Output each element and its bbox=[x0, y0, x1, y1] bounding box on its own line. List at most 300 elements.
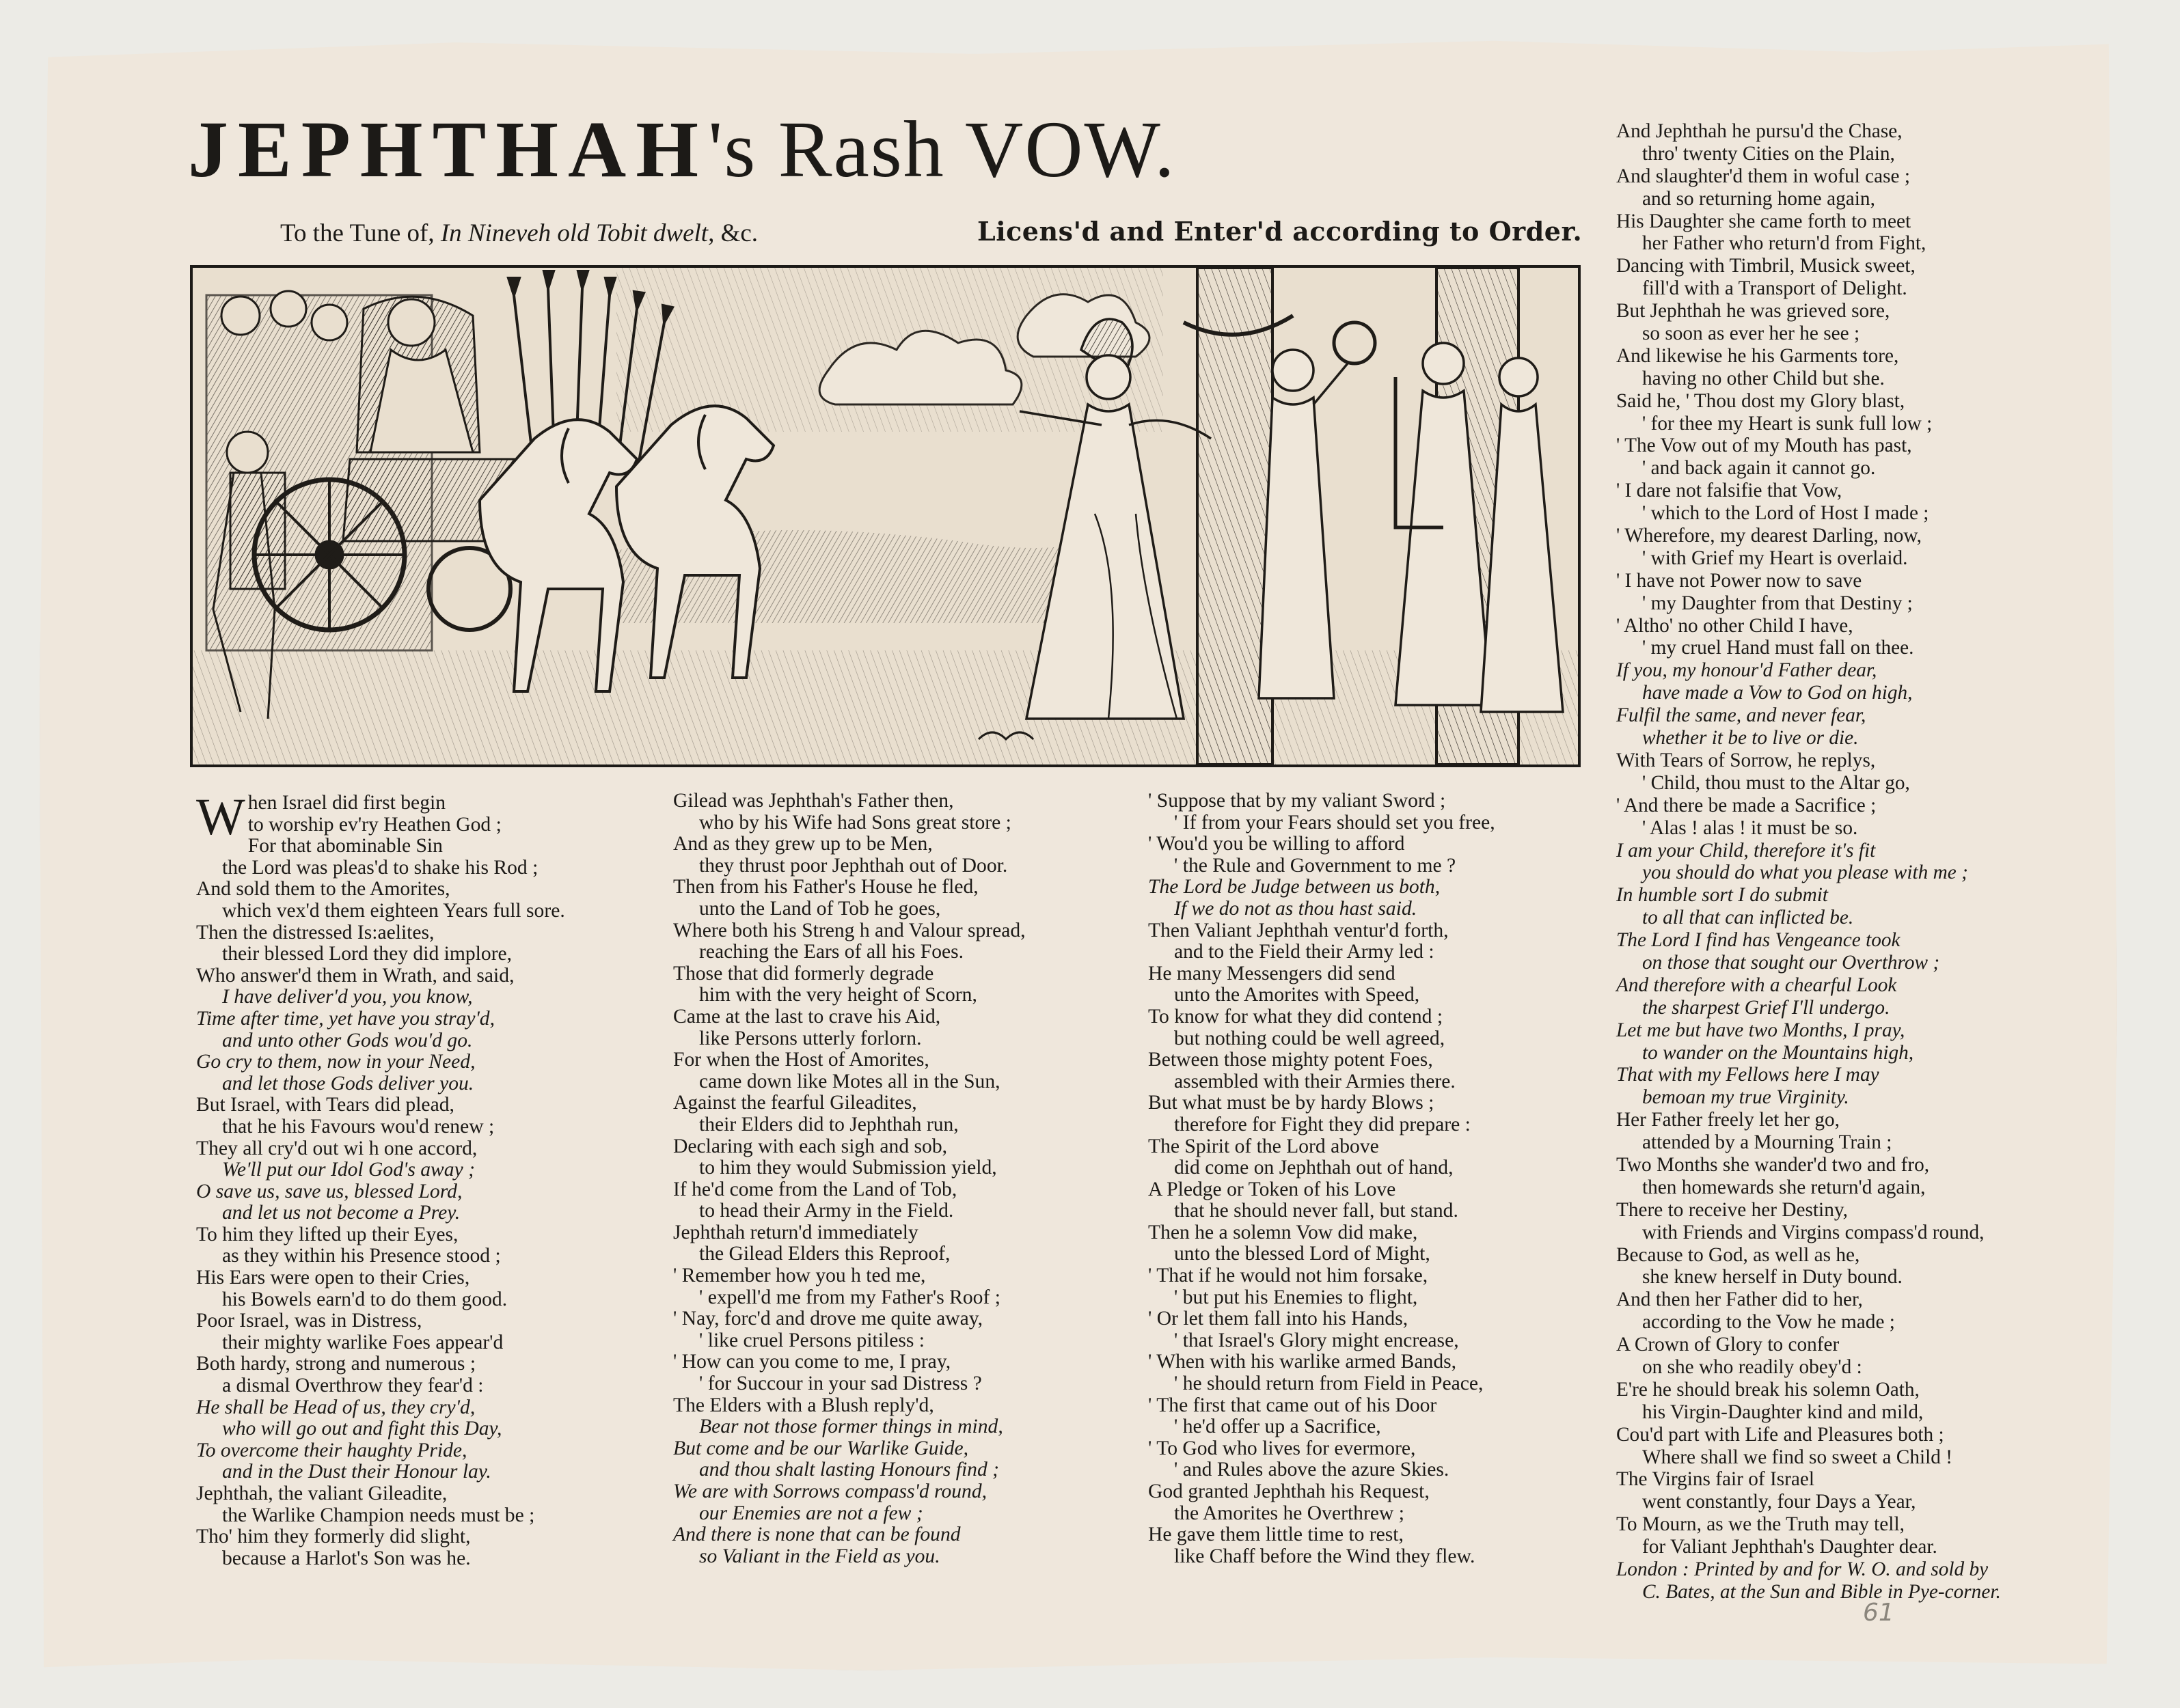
verse-text: We are with Sorrows compass'd round, bbox=[673, 1480, 987, 1502]
verse-text: ' The Vow out of my Mouth has past, bbox=[1616, 435, 1912, 457]
verse-line bbox=[196, 1138, 565, 1160]
verse-line bbox=[673, 1136, 1026, 1158]
verse-text: God granted Jephthah his Request, bbox=[1148, 1480, 1430, 1502]
verse-line bbox=[1616, 255, 2001, 277]
verse-text: ' that Israel's Glory might encrease, bbox=[1174, 1329, 1459, 1351]
verse-line bbox=[1616, 502, 2001, 525]
verse-text: their Elders did to Jephthah run, bbox=[699, 1113, 959, 1135]
verse-line bbox=[673, 1200, 1026, 1222]
verse-text: our Enemies are not a few ; bbox=[699, 1502, 923, 1524]
verse-line bbox=[1148, 984, 1495, 1006]
verse-text: him with the very height of Scorn, bbox=[699, 984, 977, 1006]
verse-text: I have deliver'd you, you know, bbox=[222, 986, 473, 1008]
verse-text: Gilead was Jephthah's Father then, bbox=[673, 790, 954, 812]
verse-text: ' Nay, forc'd and drove me quite away, bbox=[673, 1308, 983, 1330]
verse-text: unto the Amorites with Speed, bbox=[1174, 984, 1420, 1006]
verse-text: The Lord be Judge between us both, bbox=[1148, 876, 1441, 898]
verse-text: And as they grew up to be Men, bbox=[673, 833, 933, 855]
verse-text: A Crown of Glory to confer bbox=[1616, 1334, 1840, 1356]
verse-line bbox=[1616, 1401, 2001, 1424]
verse-line bbox=[1148, 1028, 1495, 1050]
verse-line bbox=[1616, 592, 2001, 615]
verse-text: and thou shalt lasting Honours find ; bbox=[699, 1459, 1000, 1481]
verse-text: Where both his Streng h and Valour spread, bbox=[673, 919, 1026, 941]
verse-text: and let those Gods deliver you. bbox=[222, 1072, 474, 1094]
verse-text: If we do not as thou hast said. bbox=[1174, 897, 1417, 920]
verse-text: I am your Child, therefore it's fit bbox=[1616, 839, 1876, 862]
verse-text: according to the Vow he made ; bbox=[1642, 1311, 1895, 1334]
verse-text: ' Child, thou must to the Altar go, bbox=[1642, 771, 1910, 794]
verse-text: so soon as ever her he see ; bbox=[1642, 322, 1860, 345]
verse-line bbox=[1616, 480, 2001, 502]
verse-line bbox=[1616, 1424, 2001, 1446]
verse-line bbox=[1616, 1042, 2001, 1064]
verse-line bbox=[1148, 1049, 1495, 1071]
verse-line bbox=[1616, 997, 2001, 1019]
verse-text: Jephthah return'd immediately bbox=[673, 1221, 918, 1243]
verse-text: ' Wou'd you be willing to afford bbox=[1148, 833, 1405, 855]
verse-text: like Persons utterly forlorn. bbox=[699, 1027, 922, 1049]
verse-line bbox=[1148, 920, 1495, 942]
verse-text: ' which to the Lord of Host I made ; bbox=[1642, 502, 1929, 525]
verse-text: ' my cruel Hand must fall on thee. bbox=[1642, 637, 1914, 659]
verse-line bbox=[196, 1030, 565, 1052]
verse-line bbox=[1148, 963, 1495, 985]
verse-column-1 bbox=[196, 788, 565, 1569]
verse-column-4 bbox=[1616, 120, 2001, 1603]
verse-text: to wander on the Mountains high, bbox=[1642, 1041, 1914, 1064]
verse-line bbox=[673, 963, 1026, 985]
verse-text: Cou'd part with Life and Pleasures both ; bbox=[1616, 1423, 1944, 1446]
verse-text: If you, my honour'd Father dear, bbox=[1616, 659, 1877, 682]
verse-text: to head their Army in the Field. bbox=[699, 1200, 954, 1222]
verse-text: on she who readily obey'd : bbox=[1642, 1355, 1862, 1378]
tune-line bbox=[280, 219, 758, 248]
verse-line bbox=[673, 1308, 1026, 1330]
verse-line bbox=[196, 1245, 565, 1267]
verse-text: Where shall we find so sweet a Child ! bbox=[1642, 1446, 1952, 1468]
verse-line bbox=[1148, 1481, 1495, 1503]
verse-line bbox=[196, 1051, 565, 1073]
verse-text: fill'd with a Transport of Delight. bbox=[1642, 277, 1907, 300]
verse-text: Both hardy, strong and numerous ; bbox=[196, 1353, 476, 1375]
verse-line bbox=[1616, 1446, 2001, 1469]
verse-line bbox=[673, 1351, 1026, 1373]
verse-text: their blessed Lord they did implore, bbox=[222, 943, 513, 965]
verse-text: To know for what they did contend ; bbox=[1148, 1005, 1443, 1028]
verse-text: and in the Dust their Honour lay. bbox=[222, 1461, 491, 1483]
verse-line bbox=[196, 900, 565, 922]
verse-line bbox=[673, 1287, 1026, 1309]
verse-text: they thrust poor Jephthah out of Door. bbox=[699, 854, 1008, 877]
verse-text: which vex'd them eighteen Years full sore. bbox=[222, 899, 565, 922]
verse-text: whether it be to live or die. bbox=[1642, 727, 1859, 749]
verse-text: The Virgins fair of Israel bbox=[1616, 1468, 1815, 1491]
verse-line bbox=[673, 1503, 1026, 1525]
verse-text: They all cry'd out wi h one accord, bbox=[196, 1137, 478, 1159]
verse-text: To him they lifted up their Eyes, bbox=[196, 1223, 459, 1245]
imprint-line: London : Printed by and for W. O. and sold by bbox=[1616, 1558, 1989, 1580]
verse-text: To Mourn, as we the Truth may tell, bbox=[1616, 1513, 1905, 1536]
verse-text: Poor Israel, was in Distress, bbox=[196, 1310, 422, 1332]
verse-text: Who answer'd them in Wrath, and said, bbox=[196, 964, 515, 987]
verse-line bbox=[1616, 210, 2001, 233]
verse-line bbox=[196, 1332, 565, 1354]
verse-text: Tho' him they formerly did slight, bbox=[196, 1526, 471, 1548]
verse-text: she knew herself in Duty bound. bbox=[1642, 1266, 1903, 1289]
verse-line bbox=[1148, 941, 1495, 963]
woodcut-scene-icon bbox=[193, 268, 1578, 765]
pencil-note: 61 bbox=[1863, 1599, 1894, 1627]
verse-text: His Ears were open to their Cries, bbox=[196, 1267, 470, 1289]
verse-line bbox=[1148, 1071, 1495, 1093]
verse-text: and let us not become a Prey. bbox=[222, 1202, 461, 1224]
imprint-line: C. Bates, at the Sun and Bible in Pye-corner. bbox=[1642, 1580, 2001, 1603]
verse-line bbox=[1148, 1503, 1495, 1525]
verse-text: then homewards she return'd again, bbox=[1642, 1176, 1926, 1198]
verse-line bbox=[1616, 749, 2001, 772]
verse-line bbox=[673, 984, 1026, 1006]
verse-text: And Jephthah he pursu'd the Chase, bbox=[1616, 120, 1903, 142]
verse-line bbox=[196, 1505, 565, 1527]
verse-text: That with my Fellows here I may bbox=[1616, 1064, 1879, 1086]
verse-text: In humble sort I do submit bbox=[1616, 884, 1829, 907]
verse-text: And likewise he his Garments tore, bbox=[1616, 344, 1899, 367]
verse-text: A Pledge or Token of his Love bbox=[1148, 1178, 1396, 1200]
verse-line bbox=[196, 814, 565, 836]
verse-line bbox=[1616, 795, 2001, 817]
verse-text: Then from his Father's House he fled, bbox=[673, 876, 979, 898]
verse-line bbox=[1616, 368, 2001, 390]
verse-text: But what must be by hardy Blows ; bbox=[1148, 1092, 1434, 1114]
verse-text: and unto other Gods wou'd go. bbox=[222, 1029, 473, 1051]
verse-text: We'll put our Idol God's away ; bbox=[222, 1159, 475, 1181]
verse-line bbox=[1148, 1438, 1495, 1460]
verse-text: Declaring with each sigh and sob, bbox=[673, 1135, 948, 1157]
verse-line bbox=[673, 1524, 1026, 1546]
verse-text: Came at the last to crave his Aid, bbox=[673, 1005, 941, 1028]
verse-text: E're he should break his solemn Oath, bbox=[1616, 1378, 1920, 1401]
verse-text: Dancing with Timbril, Musick sweet, bbox=[1616, 255, 1916, 277]
verse-line bbox=[196, 879, 565, 900]
verse-text: you should do what you please with me ; bbox=[1642, 862, 1968, 884]
verse-text: ' Or let them fall into his Hands, bbox=[1148, 1308, 1408, 1330]
verse-text: ' How can you come to me, I pray, bbox=[673, 1351, 951, 1373]
verse-column-2 bbox=[673, 790, 1026, 1567]
verse-line bbox=[196, 1289, 565, 1311]
verse-line bbox=[1148, 855, 1495, 877]
verse-line bbox=[196, 922, 565, 944]
verse-text: Fulfil the same, and never fear, bbox=[1616, 704, 1866, 727]
verse-line bbox=[1148, 1006, 1495, 1028]
verse-line bbox=[196, 1094, 565, 1116]
verse-text: Bear not those former things in mind, bbox=[699, 1416, 1003, 1438]
verse-text: and so returning home again, bbox=[1642, 187, 1875, 210]
verse-line bbox=[1616, 1154, 2001, 1176]
verse-text: ' The first that came out of his Door bbox=[1148, 1394, 1437, 1416]
verse-line bbox=[1616, 907, 2001, 929]
title-main: JEPHTHAH bbox=[188, 105, 709, 194]
verse-text: But come and be our Warlike Guide, bbox=[673, 1437, 969, 1459]
verse-text: hen Israel did first begin bbox=[247, 792, 446, 814]
verse-line bbox=[196, 1181, 565, 1203]
verse-line bbox=[1616, 1536, 2001, 1558]
verse-line bbox=[1616, 345, 2001, 368]
verse-line bbox=[1616, 1244, 2001, 1267]
verse-line bbox=[1148, 1524, 1495, 1546]
verse-line bbox=[1148, 1287, 1495, 1309]
verse-text: Go cry to them, now in your Need, bbox=[196, 1051, 476, 1073]
verse-line bbox=[1616, 1176, 2001, 1199]
verse-text: ' expell'd me from my Father's Roof ; bbox=[699, 1286, 1000, 1308]
verse-text: did come on Jephthah out of hand, bbox=[1174, 1157, 1454, 1179]
verse-text: the sharpest Grief I'll undergo. bbox=[1642, 996, 1890, 1019]
verse-line bbox=[1148, 898, 1495, 920]
verse-text: ' Wherefore, my dearest Darling, now, bbox=[1616, 525, 1922, 547]
verse-line bbox=[1148, 1222, 1495, 1244]
verse-line bbox=[673, 790, 1026, 812]
verse-line bbox=[1148, 1351, 1495, 1373]
verse-line bbox=[196, 1375, 565, 1397]
verse-line bbox=[196, 1353, 565, 1375]
verse-line bbox=[1616, 1019, 2001, 1042]
verse-text: who by his Wife had Sons great store ; bbox=[699, 811, 1011, 834]
verse-line bbox=[1616, 188, 2001, 210]
verse-line bbox=[1616, 1513, 2001, 1536]
verse-text: ' Altho' no other Child I have, bbox=[1616, 614, 1853, 637]
verse-text: as they within his Presence stood ; bbox=[222, 1245, 501, 1267]
verse-line bbox=[1616, 862, 2001, 884]
verse-line bbox=[196, 1397, 565, 1419]
verse-text: Said he, ' Thou dost my Glory blast, bbox=[1616, 389, 1905, 412]
verse-line bbox=[1148, 1200, 1495, 1222]
verse-text: The Lord I find has Vengeance took bbox=[1616, 929, 1900, 952]
verse-text: and to the Field their Army led : bbox=[1174, 941, 1434, 963]
verse-column-3 bbox=[1148, 790, 1495, 1567]
verse-text: ' like cruel Persons pitiless : bbox=[699, 1329, 925, 1351]
verse-line bbox=[1148, 812, 1495, 834]
verse-text: He many Messengers did send bbox=[1148, 962, 1395, 984]
verse-line bbox=[1616, 232, 2001, 255]
verse-line bbox=[673, 1179, 1026, 1201]
verse-line bbox=[1148, 1373, 1495, 1395]
verse-line bbox=[196, 1461, 565, 1483]
verse-line bbox=[1616, 1311, 2001, 1334]
verse-line bbox=[1616, 817, 2001, 840]
verse-line bbox=[673, 834, 1026, 855]
verse-line bbox=[1616, 929, 2001, 952]
verse-text: He shall be Head of us, they cry'd, bbox=[196, 1396, 476, 1418]
tune-name: In Nineveh old Tobit dwelt, bbox=[440, 219, 715, 247]
verse-line bbox=[1148, 1136, 1495, 1158]
verse-line bbox=[1148, 1416, 1495, 1438]
verse-text: ' And there be made a Sacrifice ; bbox=[1616, 794, 1877, 816]
verse-line bbox=[673, 1481, 1026, 1503]
verse-line bbox=[1616, 1199, 2001, 1222]
verse-line bbox=[1616, 1379, 2001, 1401]
verse-line bbox=[1616, 1356, 2001, 1379]
verse-line bbox=[1148, 834, 1495, 855]
verse-text: For when the Host of Amorites, bbox=[673, 1049, 929, 1071]
verse-text: And therefore with a chearful Look bbox=[1616, 974, 1897, 996]
verse-text: The Spirit of the Lord above bbox=[1148, 1135, 1379, 1157]
verse-text: ' my Daughter from that Destiny ; bbox=[1642, 592, 1913, 614]
verse-line bbox=[196, 1418, 565, 1440]
verse-text: ' the Rule and Government to me ? bbox=[1174, 854, 1456, 877]
verse-line bbox=[1616, 390, 2001, 413]
verse-text: Two Months she wander'd two and fro, bbox=[1616, 1153, 1930, 1176]
verse-text: Time after time, yet have you stray'd, bbox=[196, 1007, 495, 1030]
verse-line bbox=[1616, 143, 2001, 165]
verse-line bbox=[196, 943, 565, 965]
verse-text: therefore for Fight they did prepare : bbox=[1174, 1113, 1471, 1135]
verse-text: With Tears of Sorrow, he replys, bbox=[1616, 749, 1876, 771]
verse-line bbox=[673, 1265, 1026, 1287]
verse-line bbox=[1148, 1179, 1495, 1201]
verse-text: And sold them to the Amorites, bbox=[196, 878, 450, 900]
verse-text: ' he should return from Field in Peace, bbox=[1174, 1373, 1484, 1395]
verse-text: the Lord was pleas'd to shake his Rod ; bbox=[222, 856, 539, 879]
verse-text: their mighty warlike Foes appear'd bbox=[222, 1331, 504, 1353]
verse-line bbox=[673, 855, 1026, 877]
verse-line bbox=[1148, 1330, 1495, 1352]
tune-prefix: To the Tune of, bbox=[280, 219, 435, 247]
verse-line bbox=[196, 1310, 565, 1332]
verse-line bbox=[673, 1395, 1026, 1417]
verse-line bbox=[1616, 413, 2001, 435]
verse-text: ' Alas ! alas ! it must be so. bbox=[1642, 816, 1858, 839]
verse-line bbox=[196, 965, 565, 987]
verse-line bbox=[1616, 682, 2001, 704]
verse-line bbox=[196, 1267, 565, 1289]
verse-line bbox=[196, 1548, 565, 1570]
verse-line bbox=[1616, 165, 2001, 188]
verse-text: And slaughter'd them in woful case ; bbox=[1616, 165, 1910, 187]
verse-text: And there is none that can be found bbox=[673, 1524, 961, 1546]
verse-line bbox=[1616, 659, 2001, 682]
verse-text: ' and Rules above the azure Skies. bbox=[1174, 1459, 1449, 1481]
verse-text: on those that sought our Overthrow ; bbox=[1642, 951, 1940, 974]
verse-line bbox=[673, 1006, 1026, 1028]
verse-text: Her Father freely let her go, bbox=[1616, 1109, 1840, 1131]
verse-text: Between those mighty potent Foes, bbox=[1148, 1049, 1433, 1071]
verse-text: ' When with his warlike armed Bands, bbox=[1148, 1351, 1457, 1373]
verse-text: Let me but have two Months, I pray, bbox=[1616, 1019, 1905, 1041]
verse-line bbox=[196, 857, 565, 879]
verse-text: his Bowels earn'd to do them good. bbox=[222, 1288, 508, 1310]
verse-text: His Daughter she came forth to meet bbox=[1616, 210, 1911, 232]
verse-text: But Jephthah he was grieved sore, bbox=[1616, 300, 1890, 322]
verse-line bbox=[673, 1222, 1026, 1244]
verse-text: ' but put his Enemies to flight, bbox=[1174, 1286, 1418, 1308]
verse-text: Then the distressed Is:aelites, bbox=[196, 921, 435, 943]
verse-line bbox=[1616, 1266, 2001, 1289]
verse-text: for Valiant Jephthah's Daughter dear. bbox=[1642, 1536, 1937, 1558]
verse-line bbox=[673, 877, 1026, 898]
verse-text: that he should never fall, but stand. bbox=[1174, 1200, 1458, 1222]
verse-text: thro' twenty Cities on the Plain, bbox=[1642, 142, 1895, 165]
verse-line bbox=[1616, 615, 2001, 637]
verse-line bbox=[1148, 1092, 1495, 1114]
verse-text: the Amorites he Overthrew ; bbox=[1174, 1502, 1404, 1524]
verse-line bbox=[1616, 1468, 2001, 1491]
verse-text: because a Harlot's Son was he. bbox=[222, 1547, 471, 1569]
verse-text: He gave them little time to rest, bbox=[1148, 1524, 1404, 1546]
verse-text: Against the fearful Gileadites, bbox=[673, 1092, 917, 1114]
verse-text: ' Remember how you h ted me, bbox=[673, 1265, 926, 1287]
verse-line bbox=[196, 1224, 565, 1246]
verse-text: If he'd come from the Land of Tob, bbox=[673, 1178, 957, 1200]
verse-text: ' Suppose that by my valiant Sword ; bbox=[1148, 790, 1446, 812]
verse-line bbox=[673, 1071, 1026, 1093]
verse-text: Because to God, as well as he, bbox=[1616, 1243, 1860, 1266]
verse-line bbox=[673, 1049, 1026, 1071]
verse-text: like Chaff before the Wind they flew. bbox=[1174, 1545, 1475, 1567]
verse-line bbox=[196, 1073, 565, 1095]
verse-line bbox=[1148, 1157, 1495, 1179]
verse-line bbox=[673, 1373, 1026, 1395]
verse-text: unto the Land of Tob he goes, bbox=[699, 897, 941, 920]
verse-text: to all that can inflicted be. bbox=[1642, 907, 1854, 929]
drop-cap: W bbox=[196, 788, 245, 846]
verse-line bbox=[1148, 1395, 1495, 1417]
verse-text: ' and back again it cannot go. bbox=[1642, 457, 1876, 480]
verse-line bbox=[1616, 1109, 2001, 1131]
verse-line bbox=[1616, 300, 2001, 322]
verse-text: a dismal Overthrow they fear'd : bbox=[222, 1375, 484, 1397]
verse-text: to worship ev'ry Heathen God ; bbox=[247, 813, 502, 836]
verse-line bbox=[1616, 727, 2001, 749]
verse-line bbox=[673, 812, 1026, 834]
verse-line bbox=[1148, 1546, 1495, 1568]
verse-line bbox=[1616, 974, 2001, 997]
title-rest: 's Rash VOW. bbox=[708, 105, 1176, 194]
verse-line bbox=[1148, 1114, 1495, 1136]
verse-text: For that abominable Sin bbox=[247, 835, 443, 857]
verse-line bbox=[673, 1330, 1026, 1352]
verse-line bbox=[673, 1028, 1026, 1050]
verse-text: ' for thee my Heart is sunk full low ; bbox=[1642, 412, 1933, 435]
verse-text: reaching the Ears of all his Foes. bbox=[699, 941, 964, 963]
verse-line bbox=[1616, 457, 2001, 480]
verse-line bbox=[673, 898, 1026, 920]
verse-line bbox=[196, 1483, 565, 1505]
verse-line bbox=[1616, 840, 2001, 862]
verse-text: Then he a solemn Vow did make, bbox=[1148, 1221, 1418, 1243]
verse-line bbox=[1616, 1222, 2001, 1244]
verse-line bbox=[673, 1416, 1026, 1438]
verse-text: To overcome their haughty Pride, bbox=[196, 1439, 467, 1461]
verse-text: that he his Favours wou'd renew ; bbox=[222, 1115, 495, 1138]
verse-line bbox=[673, 920, 1026, 942]
verse-text: Then Valiant Jephthah ventur'd forth, bbox=[1148, 919, 1449, 941]
verse-line bbox=[196, 1440, 565, 1462]
verse-text: who will go out and fight this Day, bbox=[222, 1418, 502, 1440]
verse-line bbox=[1616, 637, 2001, 659]
verse-line bbox=[1616, 547, 2001, 570]
verse-text: ' I have not Power now to save bbox=[1616, 569, 1862, 592]
verse-line bbox=[1616, 1491, 2001, 1513]
verse-line bbox=[196, 1116, 565, 1138]
verse-line bbox=[673, 1157, 1026, 1179]
verse-text: ' I dare not falsifie that Vow, bbox=[1616, 480, 1842, 502]
verse-line bbox=[673, 1438, 1026, 1460]
verse-text: ' with Grief my Heart is overlaid. bbox=[1642, 547, 1908, 569]
verse-text: her Father who return'd from Fight, bbox=[1642, 232, 1926, 255]
verse-line bbox=[1616, 570, 2001, 592]
verse-text: ' he'd offer up a Sacrifice, bbox=[1174, 1416, 1381, 1438]
verse-text: but nothing could be well agreed, bbox=[1174, 1027, 1445, 1049]
